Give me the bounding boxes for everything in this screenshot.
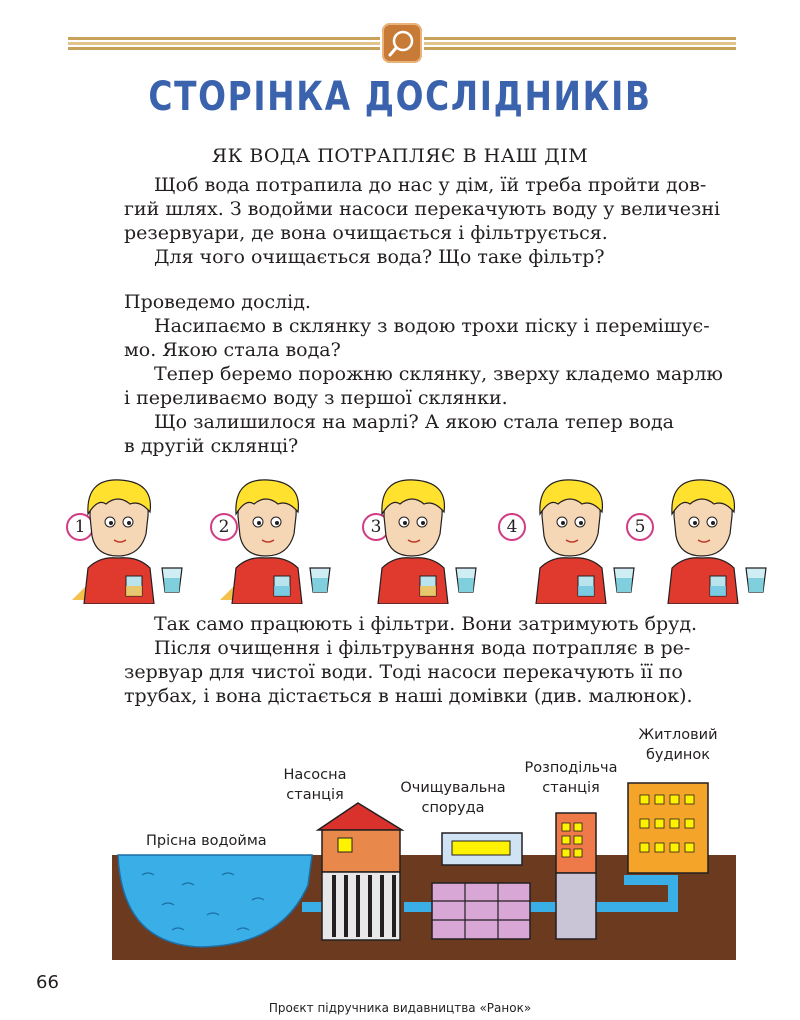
label-pump-station-line1: Насосна: [283, 767, 347, 783]
label-treatment-line2: споруда: [421, 800, 485, 816]
intro-question: Для чого очищається вода? Що таке фільтр?: [154, 246, 605, 268]
glass-icon-step-5: [744, 566, 768, 598]
pipe: [624, 875, 678, 885]
conclusion-line: трубах, і вона дістається в наші домівки (див. малюнок).: [124, 685, 693, 707]
boy-illustration-step-5: [654, 476, 746, 608]
distribution-station-base: [556, 873, 596, 939]
treatment-facility-tanks: [432, 883, 530, 939]
footer-note: Проєкт підручника видавництва «Ранок»: [268, 1001, 532, 1015]
magnifier-badge-icon: [382, 23, 422, 63]
intro-line: Щоб вода потрапила до нас у дім, їй треба пройти дов-: [154, 174, 707, 196]
pipe: [302, 902, 324, 912]
boy-illustration-step-2: [218, 476, 310, 608]
top-rule-left: [68, 37, 380, 51]
pipe: [404, 902, 434, 912]
experiment-line: і переливаємо воду з першої склянки.: [124, 387, 508, 409]
intro-paragraph: [124, 173, 736, 269]
experiment-line: Насипаємо в склянку з водою трохи піску і перемішує-: [154, 315, 710, 337]
step-number-2: 2: [210, 513, 238, 541]
experiment-line: в другій склянці?: [124, 435, 299, 457]
label-distribution-station: [516, 758, 626, 798]
pump-station-building: [322, 830, 400, 872]
conclusion-line: Після очищення і фільтрування вода потрапляє в ре-: [154, 637, 691, 659]
label-residential-house: [630, 725, 726, 765]
label-house-line2: будинок: [645, 747, 711, 763]
page-number: 66: [36, 972, 59, 993]
label-treatment-facility: [394, 778, 512, 818]
conclusion-line: Так само працюють і фільтри. Вони затримують бруд.: [154, 613, 698, 635]
conclusion-line: зервуар для чистої води. Тоді насоси перекачують її по: [124, 661, 683, 683]
step-number-1: 1: [66, 513, 94, 541]
label-distribution-line2: станція: [542, 780, 600, 796]
conclusion-paragraph: [124, 612, 736, 708]
boy-illustration-step-3: [364, 476, 456, 608]
intro-line: резервуари, де вона очищається і фільтрується.: [124, 222, 608, 244]
step-number-4: 4: [498, 513, 526, 541]
intro-line: гий шлях. З водойми насоси перекачують воду у величезні: [124, 198, 721, 220]
label-pump-station: [274, 765, 356, 805]
experiment-title: Проведемо дослід.: [124, 291, 311, 313]
experiment-block: [124, 290, 736, 458]
boy-illustration-step-1: [70, 476, 162, 608]
experiment-line: Тепер беремо порожню склянку, зверху кладемо марлю: [154, 363, 723, 385]
section-heading: ЯК ВОДА ПОТРАПЛЯЄ В НАШ ДІМ: [211, 145, 589, 167]
page-title: СТОРІНКА ДОСЛІДНИКІВ: [148, 74, 652, 120]
glass-icon-step-2: [308, 566, 332, 598]
experiment-line: Що залишилося на марлі? А якою стала тепер вода: [154, 411, 675, 433]
step-number-5: 5: [626, 513, 654, 541]
glass-icon-step-3: [454, 566, 478, 598]
step-number-3: 3: [362, 513, 390, 541]
pump-station-roof: [318, 803, 402, 830]
label-pump-station-line2: станція: [286, 787, 344, 803]
label-house-line1: Житловий: [638, 727, 718, 743]
water-supply-diagram: [112, 725, 736, 960]
glass-icon-step-4: [612, 566, 636, 598]
glass-icon-step-1: [160, 566, 184, 598]
boy-illustration-step-4: [522, 476, 614, 608]
label-distribution-line1: Розподільча: [524, 760, 618, 776]
top-rule-right: [424, 37, 736, 51]
label-treatment-line1: Очищувальна: [400, 780, 506, 796]
pipe: [596, 902, 678, 912]
label-reservoir: Прісна водойма: [146, 833, 267, 849]
experiment-line: мо. Якою стала вода?: [124, 339, 341, 361]
